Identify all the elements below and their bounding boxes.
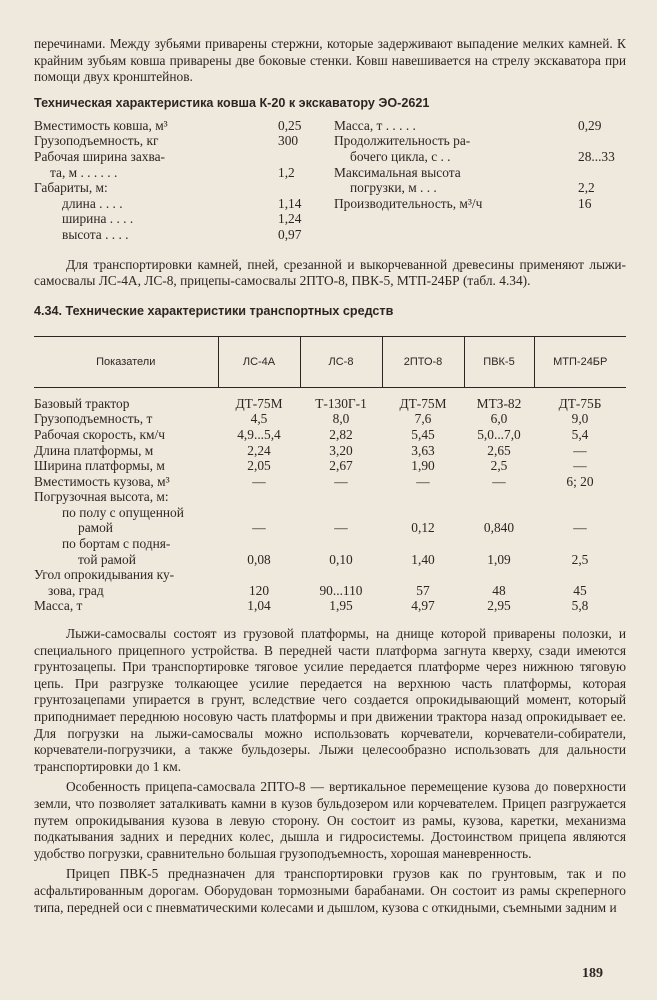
- table-cell: —: [573, 442, 587, 458]
- table-row: [34, 489, 626, 505]
- spec-value: 1,14: [278, 195, 302, 211]
- spec-value: [578, 165, 626, 181]
- spec-label: высота . . . .: [62, 226, 129, 242]
- table-cell: 45: [573, 582, 587, 598]
- table-row: [34, 583, 626, 599]
- table-row: [34, 520, 626, 536]
- row-label: рамой: [78, 520, 113, 536]
- header-2pto8: 2ПТО-8: [382, 336, 464, 387]
- table-cell: [534, 505, 626, 521]
- table-cell: 0,10: [329, 551, 353, 567]
- spec-row: [334, 133, 626, 149]
- spec-value: 28...33: [578, 148, 615, 164]
- data-table: [34, 396, 626, 614]
- spec-value: 0,29: [578, 117, 602, 133]
- table-cell: [300, 567, 382, 583]
- table-cell: 57: [416, 582, 430, 598]
- table-cell: [218, 505, 300, 521]
- table-row: [34, 427, 626, 443]
- paragraph-ski-dumpers: Лыжи-самосвалы состоят из грузовой платформы, на днище которой приварены полозки, и специального прицепного устройства. В передней части платформа загнута кверху, сзади имеются грунтозацепы. При транспортировке тяговое усилие передается платформе через нижнюю тяговую цепь. При разгрузке толкающее усилие передается на верхнюю часть платформы, которая грунтозацепами упирается в грунт, вследствие чего создается опрокидывающий момент, который приподнимает переднюю носовую часть платформы и при движении трактора назад опрокидывает ее. Для погрузки на лыжи-самосвалы можно использовать корчеватели, корчеватели-собиратели, корчеватели-погрузчики, а также бульдозеры. Лыжи целесообразно использовать для дальности транспортировки до 1 км.: [34, 626, 626, 774]
- table-cell: ДТ-75Б: [558, 395, 602, 411]
- spec-row: [334, 196, 626, 212]
- spec-label: Габариты, м:: [34, 180, 108, 196]
- spec-row: [34, 180, 326, 196]
- spec-row: [34, 227, 326, 243]
- spec-label: та, м . . . . . .: [50, 164, 118, 180]
- paragraph-2pto8: Особенность прицепа-самосвала 2ПТО-8 — вертикальное перемещение кузова до поверхности земли, что позволяет заталкивать камни в кузов бульдозером или корчевателем. Прицеп разгружается путем опрокидывания кузова в левую сторону. Он состоит из рамы, кузова, каретки, механизма подкатывания задних и передних колес, дышла и гидросистемы. Достоинством прицепа являются удобство погрузки, сравнительно большая грузоподъемность, хорошая маневренность.: [34, 779, 626, 861]
- table-cell: [382, 489, 464, 505]
- table-title: 4.34. Технические характеристики транспортных средств: [34, 303, 394, 318]
- table-cell: 1,04: [247, 598, 271, 614]
- table-cell: [464, 536, 534, 552]
- header-pvk5: ПВК-5: [464, 336, 534, 387]
- table-cell: [534, 567, 626, 583]
- table-cell: МТЗ-82: [476, 395, 522, 411]
- spec-value: 300: [278, 133, 299, 149]
- table-cell: 2,82: [329, 426, 353, 442]
- table-cell: [464, 567, 534, 583]
- spec-label: Масса, т . . . . .: [334, 117, 416, 133]
- table-row: [34, 474, 626, 490]
- table-cell: 48: [492, 582, 506, 598]
- row-label: той рамой: [78, 551, 136, 567]
- spec-label: погрузки, м . . .: [350, 180, 437, 196]
- table-cell: 120: [248, 582, 270, 598]
- spec-value: 1,2: [278, 164, 295, 180]
- spec-row: [34, 165, 326, 181]
- spec-title: Техническая характеристика ковша К-20 к экскаватору ЭО-2621: [34, 95, 430, 110]
- spec-value: [278, 180, 326, 196]
- table-cell: 9,0: [571, 411, 589, 427]
- spec-label: бочего цикла, с . .: [350, 148, 451, 164]
- table-cell: 0,12: [411, 520, 435, 536]
- table-header: [34, 336, 626, 388]
- table-cell: 4,5: [250, 411, 268, 427]
- table-cell: —: [416, 473, 430, 489]
- spec-value: [278, 149, 326, 165]
- row-label: Рабочая скорость, км/ч: [34, 426, 165, 442]
- table-cell: 1,90: [411, 458, 435, 474]
- spec-value: 0,25: [278, 117, 302, 133]
- table-cell: —: [252, 520, 266, 536]
- table-row: [34, 443, 626, 459]
- table-row: [34, 552, 626, 568]
- page-content: [34, 36, 626, 916]
- table-row: [34, 411, 626, 427]
- spec-row: [34, 133, 326, 149]
- spec-label: длина . . . .: [62, 195, 123, 211]
- spec-row: [34, 211, 326, 227]
- table-row: [34, 567, 626, 583]
- table-cell: 2,95: [487, 598, 511, 614]
- spec-value: [578, 133, 626, 149]
- table-cell: —: [334, 473, 348, 489]
- spec-right-column: [334, 118, 626, 243]
- table-cell: 0,840: [483, 520, 515, 536]
- row-label: Грузоподъемность, т: [34, 411, 153, 427]
- table-cell: 2,5: [571, 551, 589, 567]
- table-row: [34, 536, 626, 552]
- table-cell: [382, 505, 464, 521]
- table-cell: [300, 489, 382, 505]
- table-cell: 6; 20: [566, 473, 594, 489]
- spec-value: 2,2: [578, 180, 595, 196]
- row-label: Масса, т: [34, 598, 83, 614]
- paragraph-pvk5: Прицеп ПВК-5 предназначен для транспортировки грузов как по грунтовым, так и по асфальтированным дорогам. Оборудован тормозными барабанами. Он состоит из рамы скреперного типа, передней оси с пневматическими колесами и дышлом, кузова с откидными, съемными задним и: [34, 866, 626, 915]
- table-cell: ДТ-75М: [235, 395, 283, 411]
- row-label: по бортам с подня-: [62, 536, 171, 552]
- spec-value: 16: [578, 195, 592, 211]
- table-cell: [464, 505, 534, 521]
- table-cell: 1,40: [411, 551, 435, 567]
- table-cell: [218, 567, 300, 583]
- table-cell: —: [252, 473, 266, 489]
- table-cell: 2,65: [487, 442, 511, 458]
- header-indicators: Показатели: [34, 336, 218, 387]
- row-label: Базовый трактор: [34, 395, 130, 411]
- spec-value: 1,24: [278, 211, 302, 227]
- spec-label: Вместимость ковша, м³: [34, 117, 168, 133]
- table-cell: [300, 505, 382, 521]
- spec-label: ширина . . . .: [62, 211, 134, 227]
- table-cell: [218, 536, 300, 552]
- table-cell: [464, 489, 534, 505]
- table-cell: 1,09: [487, 551, 511, 567]
- table-cell: 3,63: [411, 442, 435, 458]
- row-label: Вместимость кузова, м³: [34, 473, 170, 489]
- header-ls4a: ЛС-4А: [218, 336, 300, 387]
- table-cell: —: [573, 458, 587, 474]
- table-row: [34, 458, 626, 474]
- spec-left-column: [34, 118, 326, 243]
- spec-row: [334, 180, 626, 196]
- spec-block: [34, 118, 626, 243]
- table-cell: [382, 536, 464, 552]
- spec-label: Рабочая ширина захва-: [34, 148, 166, 164]
- table-cell: ДТ-75М: [399, 395, 447, 411]
- spec-row: [34, 118, 326, 134]
- table-cell: 5,8: [571, 598, 589, 614]
- table-cell: —: [334, 520, 348, 536]
- spec-label: Продолжительность ра-: [334, 133, 471, 149]
- row-label: Угол опрокидывания ку-: [34, 567, 175, 583]
- table-cell: 7,6: [414, 411, 432, 427]
- spec-row: [34, 149, 326, 165]
- spec-row: [34, 196, 326, 212]
- table-cell: —: [573, 520, 587, 536]
- table-cell: 4,97: [411, 598, 435, 614]
- spec-row: [334, 149, 626, 165]
- table-cell: 5,45: [411, 426, 435, 442]
- table-cell: [534, 489, 626, 505]
- row-label: Длина платформы, м: [34, 442, 154, 458]
- table-cell: —: [492, 473, 506, 489]
- row-label: по полу с опущенной: [62, 504, 184, 520]
- table-cell: 5,4: [571, 426, 589, 442]
- table-cell: 0,08: [247, 551, 271, 567]
- spec-row: [334, 118, 626, 134]
- table-cell: 6,0: [490, 411, 508, 427]
- row-label: Погрузочная высота, м:: [34, 489, 169, 505]
- row-label: Ширина платформы, м: [34, 458, 165, 474]
- row-label: зова, град: [48, 582, 104, 598]
- intro-paragraph: перечинами. Между зубьями приварены стержни, которые задерживают выпадение мелких камней. К крайним зубьям ковша приварены две боковые стенки. Ковш навешивается на стрелу экскаватора при помощи двух кронштейнов.: [34, 36, 626, 85]
- table-cell: 1,95: [329, 598, 353, 614]
- table-row: [34, 505, 626, 521]
- table-cell: [534, 536, 626, 552]
- table-cell: 2,24: [247, 442, 271, 458]
- table-cell: [218, 489, 300, 505]
- page-number: 189: [582, 966, 603, 981]
- table-cell: 2,67: [329, 458, 353, 474]
- table-cell: 4,9...5,4: [237, 426, 281, 442]
- header-ls8: ЛС-8: [300, 336, 382, 387]
- table-cell: 2,05: [247, 458, 271, 474]
- spec-label: Грузоподъемность, кг: [34, 133, 159, 149]
- table-cell: Т-130Г-1: [315, 395, 367, 411]
- spec-row: [334, 165, 626, 181]
- table-cell: 2,5: [490, 458, 508, 474]
- table-cell: [300, 536, 382, 552]
- spec-label: Максимальная высота: [334, 164, 461, 180]
- table-cell: 8,0: [332, 411, 350, 427]
- table-cell: 5,0...7,0: [477, 426, 521, 442]
- spec-label: Производительность, м³/ч: [334, 195, 483, 211]
- table-cell: [382, 567, 464, 583]
- header-mtp24br: МТП-24БР: [534, 336, 626, 387]
- table-cell: 90...110: [319, 582, 363, 598]
- table-cell: 3,20: [329, 442, 353, 458]
- table-row: [34, 598, 626, 614]
- table-row: [34, 396, 626, 412]
- transport-paragraph: Для транспортировки камней, пней, срезанной и выкорчеванной древесины применяют лыжи-самосвалы ЛС-4А, ЛС-8, прицепы-самосвалы 2ПТО-8, ПВК-5, МТП-24БР (табл. 4.34).: [34, 256, 626, 289]
- spec-value: 0,97: [278, 226, 302, 242]
